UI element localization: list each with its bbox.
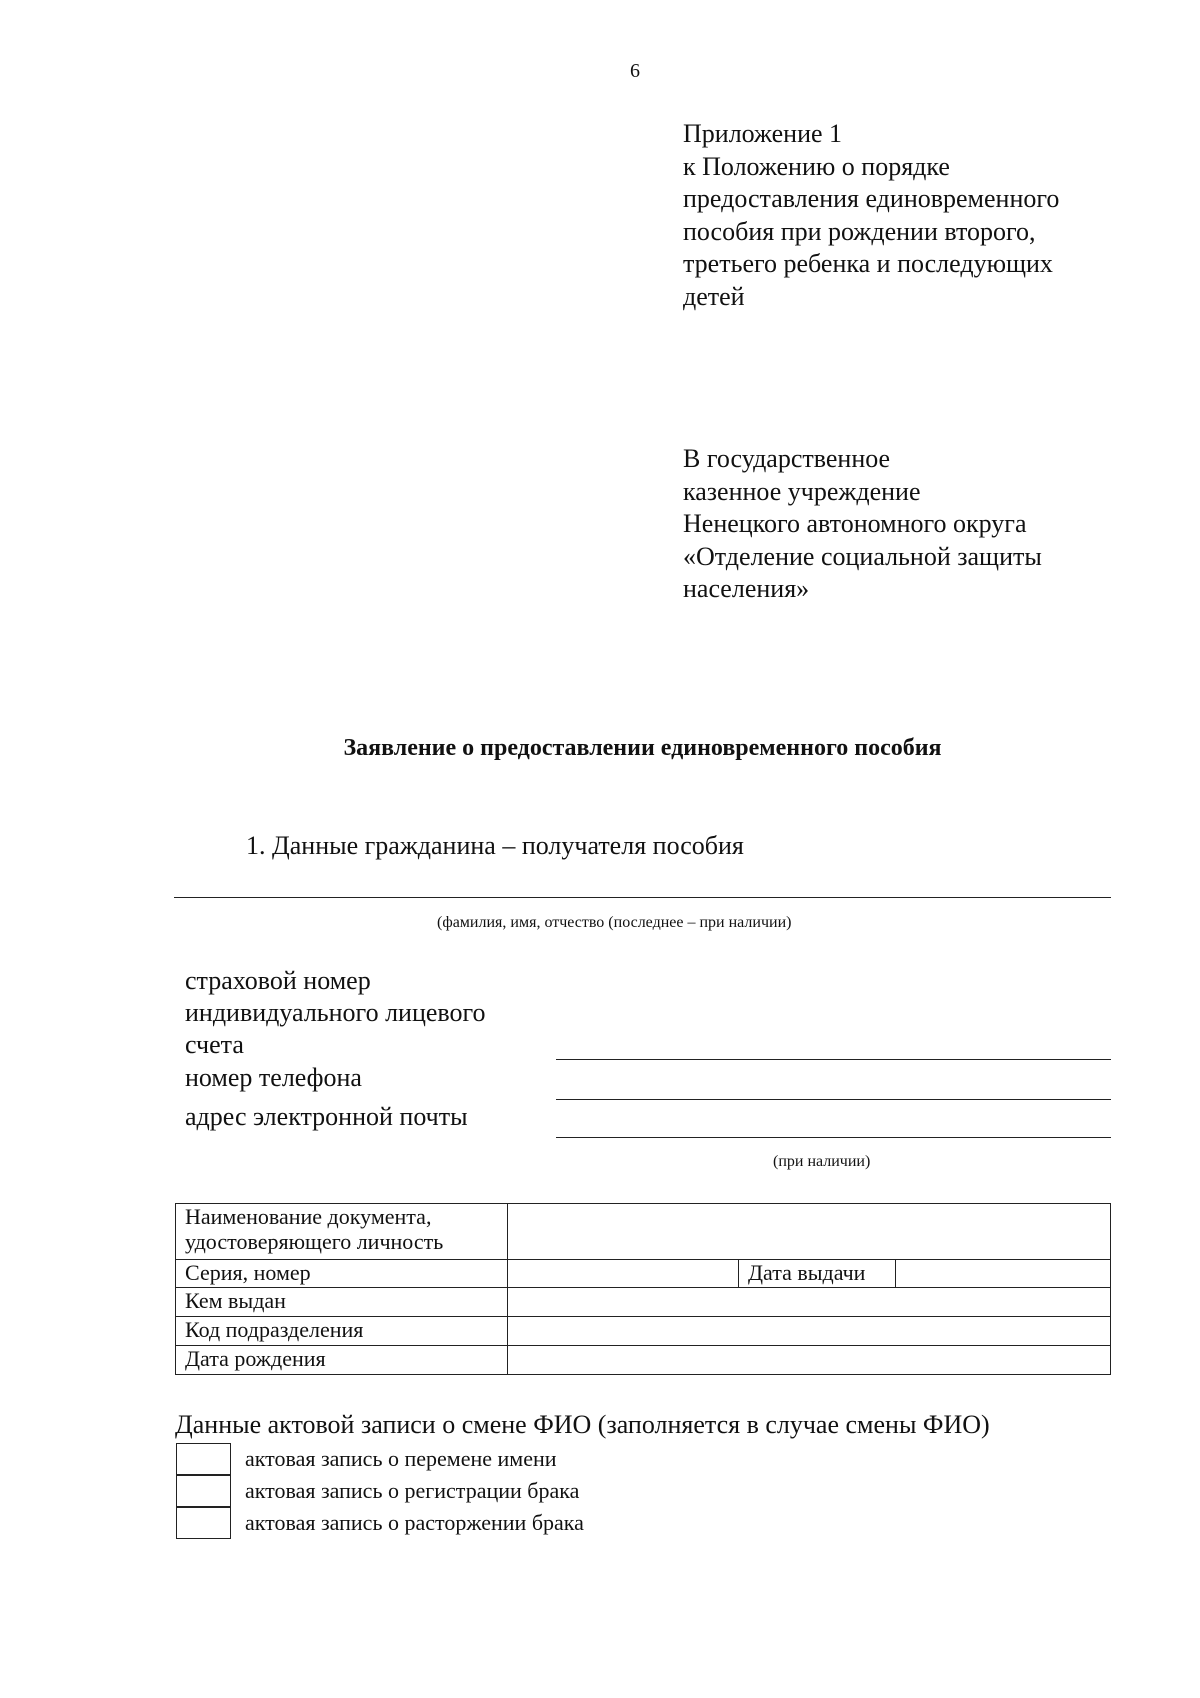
marriage-registration-label: актовая запись о регистрации брака [245, 1478, 580, 1503]
addressee-line: «Отделение социальной защиты [683, 541, 1042, 571]
division-code-field[interactable] [508, 1317, 1111, 1346]
fio-field-line[interactable] [174, 897, 1111, 898]
doc-name-label [176, 1204, 508, 1260]
divorce-label: актовая запись о расторжении брака [245, 1510, 584, 1535]
snils-label-line: счета [185, 1030, 244, 1059]
series-label: Серия, номер [176, 1260, 508, 1288]
appendix-line: Приложение 1 [683, 119, 843, 148]
email-label: адрес электронной почты [185, 1102, 468, 1131]
appendix-line: к Положению о порядке [683, 151, 950, 181]
appendix-line: пособия при рождении второго, [683, 216, 1036, 246]
doc-name-label-line: удостоверяющего личность [185, 1229, 444, 1254]
email-field-line[interactable] [556, 1137, 1111, 1138]
issued-by-label: Кем выдан [176, 1288, 508, 1317]
phone-label: номер телефона [185, 1063, 362, 1092]
birth-date-label: Дата рождения [176, 1346, 508, 1375]
snils-label-line: страховой номер [185, 966, 371, 995]
series-field[interactable] [508, 1260, 739, 1288]
table-row [176, 1204, 1111, 1260]
addressee-line: казенное учреждение [683, 476, 921, 506]
table-row [176, 1260, 1111, 1288]
doc-name-label-line: Наименование документа, [185, 1204, 432, 1229]
table-row [176, 1288, 1111, 1317]
appendix-note [683, 118, 1059, 313]
appendix-line: третьего ребенка и последующих [683, 249, 1053, 278]
table-row [176, 1317, 1111, 1346]
addressee-line: Ненецкого автономного округа [683, 509, 1027, 538]
record-heading: Данные актовой записи о смене ФИО (заполняется в случае смены ФИО) [175, 1410, 990, 1439]
appendix-line: предоставления единовременного [683, 184, 1060, 213]
snils-field-line[interactable] [556, 1059, 1111, 1060]
snils-label-line: индивидуального лицевого [185, 998, 486, 1027]
doc-name-field[interactable] [508, 1204, 1111, 1260]
fio-caption: (фамилия, имя, отчество (последнее – при наличии) [437, 914, 792, 931]
addressee-line: населения» [683, 574, 810, 603]
email-caption: (при наличии) [773, 1153, 871, 1170]
identity-document-table [175, 1203, 1111, 1375]
addressee [683, 443, 1042, 606]
phone-field-line[interactable] [556, 1099, 1111, 1100]
table-row [176, 1346, 1111, 1375]
division-code-label: Код подразделения [176, 1317, 508, 1346]
appendix-line: детей [683, 281, 745, 311]
birth-date-field[interactable] [508, 1346, 1111, 1375]
page-number: 6 [630, 60, 640, 82]
issue-date-field[interactable] [896, 1260, 1111, 1288]
snils-label [185, 965, 486, 1061]
name-change-checkbox[interactable] [176, 1443, 231, 1475]
divorce-checkbox[interactable] [176, 1507, 231, 1539]
issue-date-label: Дата выдачи [739, 1260, 896, 1288]
issued-by-field[interactable] [508, 1288, 1111, 1317]
section-heading: 1. Данные гражданина – получателя пособия [246, 831, 744, 860]
marriage-registration-checkbox[interactable] [176, 1475, 231, 1507]
addressee-line: В государственное [683, 444, 891, 473]
document-title: Заявление о предоставлении единовременного пособия [343, 735, 942, 761]
name-change-label: актовая запись о перемене имени [245, 1446, 557, 1471]
